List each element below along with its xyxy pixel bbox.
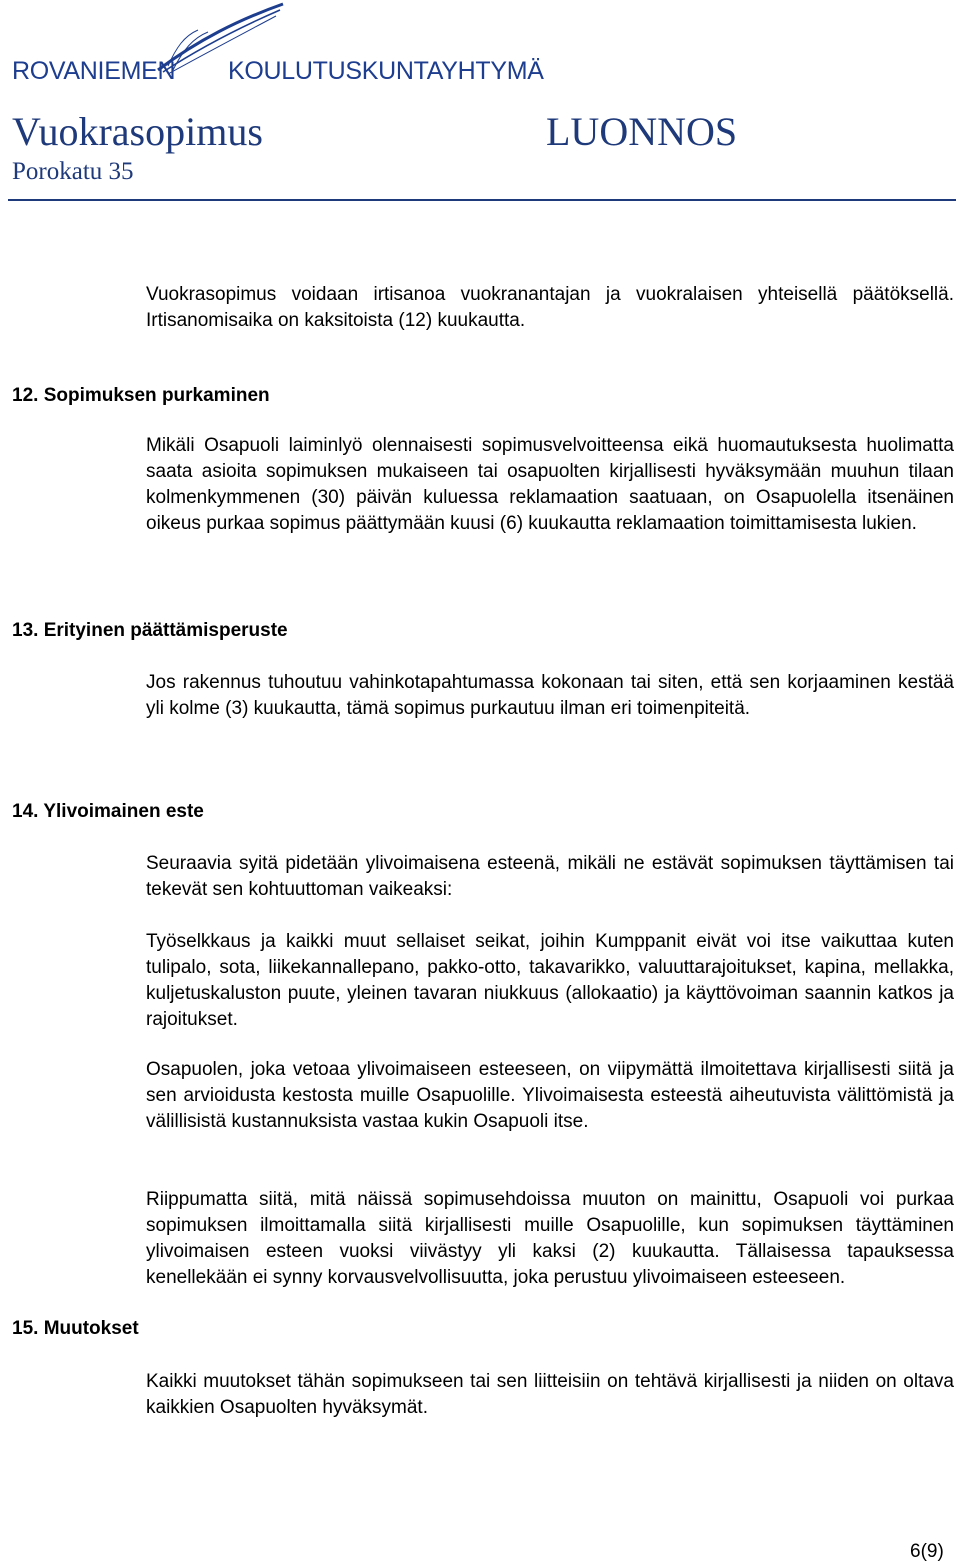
section-14-paragraph-3: Osapuolen, joka vetoaa ylivoimaiseen esteeseen, on viipymättä ilmoitettava kirjallisesti siitä ja sen arvioidusta kestosta muille Osapuolille. Ylivoimaisesta esteestä aiheutuvista välittömistä ja välillisistä kustannuksista vastaa kukin Osapuoli itse. xyxy=(146,1059,954,1132)
page-header xyxy=(0,0,960,205)
organization-logo xyxy=(8,0,544,88)
logo-org-right: KOULUTUSKUNTAYHTYMÄ xyxy=(228,57,544,85)
intro-paragraph: Vuokrasopimus voidaan irtisanoa vuokranantajan ja vuokralaisen yhteisellä päätöksellä. Irtisanomisaika on kaksitoista (12) kuukautta. xyxy=(146,284,954,331)
section-15-paragraph: Kaikki muutokset tähän sopimukseen tai sen liitteisiin on tehtävä kirjallisesti ja niiden on oltava kaikkien Osapuolten hyväksymät. xyxy=(146,1371,954,1418)
document-title: Vuokrasopimus xyxy=(12,109,263,154)
draft-label: LUONNOS xyxy=(546,109,738,154)
section-15-heading: 15. Muutokset xyxy=(12,1318,139,1339)
section-13-heading: 13. Erityinen päättämisperuste xyxy=(12,620,288,641)
section-12-heading: 12. Sopimuksen purkaminen xyxy=(12,385,270,406)
document-subtitle: Porokatu 35 xyxy=(12,158,134,185)
section-13-paragraph: Jos rakennus tuhoutuu vahinkotapahtumassa kokonaan tai siten, että sen korjaaminen kestää yli kolme (3) kuukautta, tämä sopimus purkautuu ilman eri toimenpiteitä. xyxy=(146,672,954,719)
section-12-paragraph: Mikäli Osapuoli laiminlyö olennaisesti sopimusvelvoitteensa eikä huomautuksesta huolimatta saata asioita sopimuksen mukaiseen tai osapuolten kirjallisesti hyväksymään muuhun tilaan kolmenkymmenen (30) päivän kuluessa reklamaation saatuaan, on Osapuolella itsenäinen oikeus purkaa sopimus päättymään kuusi (6) kuukautta reklamaation toimittamisesta lukien. xyxy=(146,435,954,534)
section-14-heading: 14. Ylivoimainen este xyxy=(12,801,204,822)
logo-org-left: ROVANIEMEN xyxy=(12,57,176,85)
section-14-paragraph-1: Seuraavia syitä pidetään ylivoimaisena esteenä, mikäli ne estävät sopimuksen täyttämisen tai tekevät sen kohtuuttoman vaikeaksi: xyxy=(146,853,954,900)
section-14-paragraph-2: Työselkkaus ja kaikki muut sellaiset seikat, joihin Kumppanit eivät voi itse vaikuttaa kuten tulipalo, sota, liikekannallepano, pakko-otto, takavarikko, valuuttarajoitukset, kapina, mellakka, kuljetuskaluston puute, yleinen tavaran niukkuus (allokaatio) ja käyttövoiman saannin katkos ja rajoitukset. xyxy=(146,931,954,1030)
page-number: 6(9) xyxy=(910,1541,944,1562)
header-divider xyxy=(8,199,956,201)
section-14-paragraph-4: Riippumatta siitä, mitä näissä sopimusehdoissa muuton on mainittu, Osapuoli voi purkaa sopimuksen ilmoittamalla siitä kirjallisesti muille Osapuolille, kun sopimuksen täyttäminen ylivoimaisen esteen vuoksi viivästyy yli kaksi (2) kuukautta. Tällaisessa tapauksessa kenellekään ei synny korvausvelvollisuutta, joka perustuu ylivoimaiseen esteeseen. xyxy=(146,1189,954,1288)
